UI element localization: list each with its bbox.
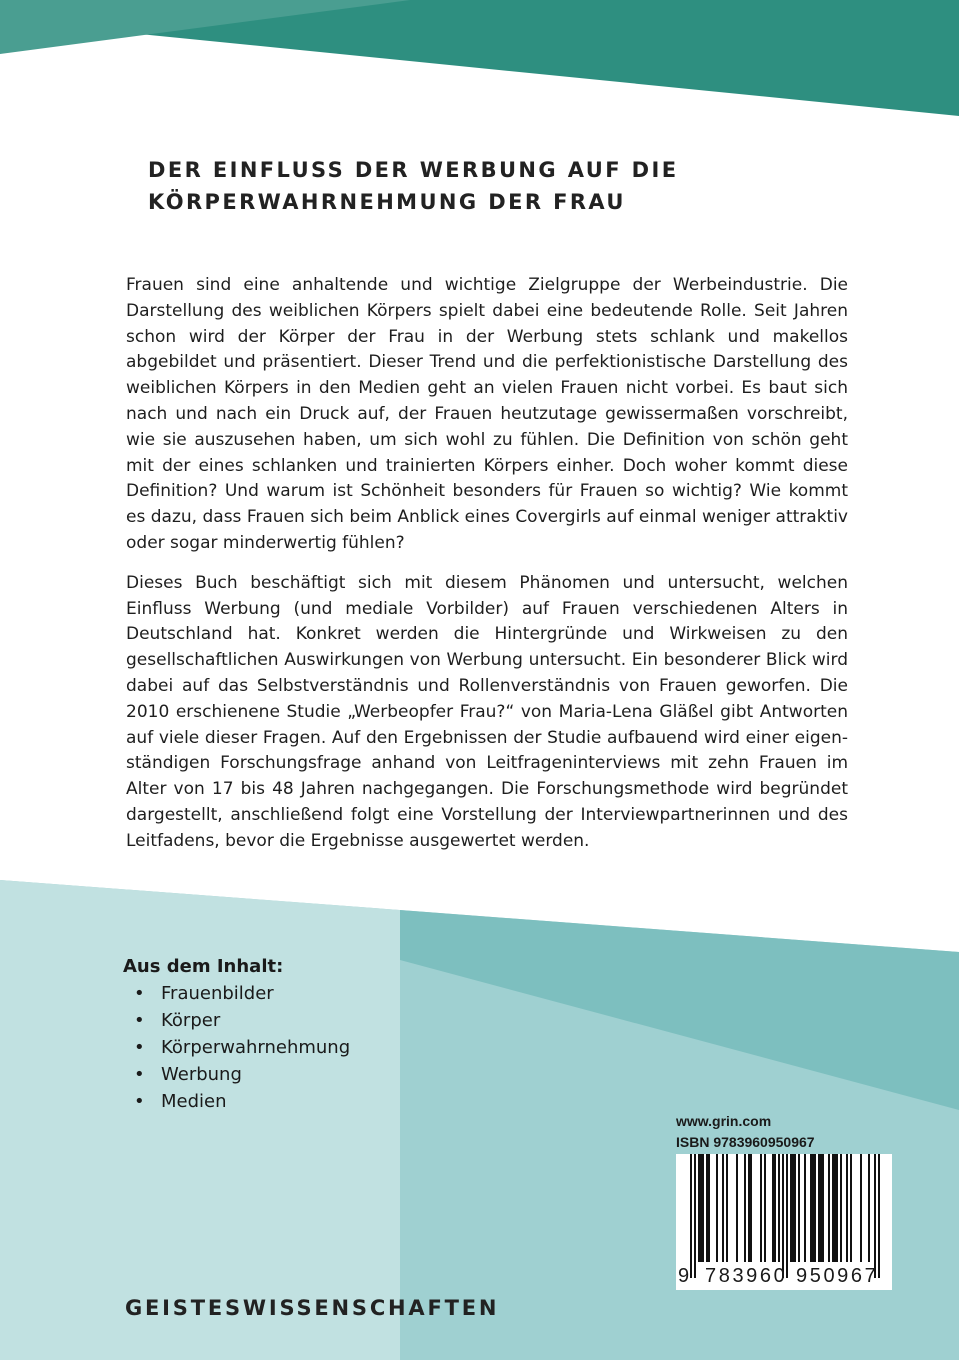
barcode-bar	[850, 1154, 852, 1262]
barcode-bar	[706, 1154, 708, 1262]
barcode-bar	[874, 1154, 876, 1278]
barcode-bar	[860, 1154, 862, 1262]
isbn-barcode	[676, 1154, 892, 1290]
barcode-bar	[792, 1154, 794, 1262]
barcode-bar	[846, 1154, 848, 1262]
barcode-bar	[810, 1154, 812, 1262]
barcode-bar	[700, 1154, 702, 1262]
contents-item	[134, 980, 523, 1007]
contents-items	[123, 980, 523, 1115]
bullet-icon: •	[134, 983, 145, 1004]
contents-item	[134, 1088, 523, 1115]
barcode-bar	[798, 1154, 800, 1262]
barcode-bar	[694, 1154, 696, 1278]
contents-item-label: Körper	[161, 1010, 221, 1031]
barcode-bar	[750, 1154, 752, 1262]
barcode-bar	[878, 1154, 880, 1278]
barcode-bar	[822, 1154, 824, 1262]
bullet-icon: •	[134, 1064, 145, 1085]
barcode-bar	[708, 1154, 710, 1262]
barcode-bar	[760, 1154, 762, 1262]
barcode-bar	[764, 1154, 766, 1262]
contents-item-label: Körperwahrnehmung	[161, 1037, 351, 1058]
contents-item-label: Medien	[161, 1091, 227, 1112]
contents-item-label: Werbung	[161, 1064, 242, 1085]
barcode-bar	[702, 1154, 704, 1262]
barcode-bar	[794, 1154, 796, 1262]
contents-item	[134, 1034, 523, 1061]
barcode-digits-right: 950967	[796, 1265, 879, 1287]
subject-category: GEISTESWISSENSCHAFTEN	[125, 1296, 500, 1320]
barcode-bar	[836, 1154, 838, 1262]
blurb-text	[126, 273, 848, 869]
publisher-url: www.grin.com	[676, 1113, 772, 1129]
barcode-bar	[736, 1154, 738, 1262]
contents-list	[123, 953, 523, 1115]
isbn-label: ISBN 9783960950967	[676, 1134, 815, 1150]
barcode-bar	[832, 1154, 834, 1262]
bullet-icon: •	[134, 1010, 145, 1031]
barcode-bar	[820, 1154, 822, 1262]
barcode-digits	[676, 1262, 892, 1290]
barcode-bar	[774, 1154, 776, 1262]
barcode-bar	[782, 1154, 784, 1278]
barcode-bar	[804, 1154, 806, 1262]
barcode-digit-first: 9	[678, 1265, 690, 1287]
barcode-bar	[818, 1154, 820, 1262]
barcode-digits-left: 783960	[705, 1265, 788, 1287]
barcode-bar	[716, 1154, 718, 1262]
book-title	[148, 154, 848, 218]
barcode-bar	[840, 1154, 842, 1262]
barcode-bar	[698, 1154, 700, 1262]
bullet-icon: •	[134, 1091, 145, 1112]
barcode-bar	[828, 1154, 830, 1262]
barcode-bar	[868, 1154, 870, 1262]
contents-item	[134, 1007, 523, 1034]
barcode-bar	[690, 1154, 692, 1278]
contents-heading: Aus dem Inhalt:	[123, 956, 284, 977]
contents-item-label: Frauenbilder	[161, 983, 274, 1004]
contents-item	[134, 1061, 523, 1088]
barcode-bar	[778, 1154, 780, 1262]
book-title-line-2: KÖRPERWAHRNEHMUNG DER FRAU	[148, 190, 626, 214]
top-teal-banner	[0, 0, 959, 120]
barcode-bar	[772, 1154, 774, 1262]
barcode-bar	[748, 1154, 750, 1262]
barcode-bar	[814, 1154, 816, 1262]
book-title-line-1: DER EINFLUSS DER WERBUNG AUF DIE	[148, 158, 679, 182]
blurb-paragraph-2: Dieses Buch beschäftigt sich mit diesem Phänomen und untersucht, welchen Einfluss Werbung (und mediale Vorbilder) auf Frauen verschiedenen Alters in Deutschland hat. Konkret werden die Hintergründe und Wirkweisen zu den gesellschaftlichen Auswirkungen von Werbung untersucht. Ein besonderer Blick wird dabei auf das Selbstverständnis und Rollenverständnis von Frauen geworfen. Die 2010 erschienene Studie „Werbeopfer Frau?“ von Maria-Lena Gläßel gibt Antworten auf viele dieser Fragen. Auf den Ergebnissen der Studie aufbauend wird einer eigenständigen Forschungsfrage anhand von Leitfrageninterviews mit zehn Frauen im Alter von 17 bis 48 Jahren nachgegangen. Die Forschungsmethode wird begründet dargestellt, anschließend folgt eine Vorstellung der Interviewpartnerinnen und des Leitfadens, bevor die Ergebnisse ausgewertet werden.	[126, 572, 848, 851]
barcode-bar	[790, 1154, 792, 1262]
barcode-bar	[834, 1154, 836, 1262]
bullet-icon: •	[134, 1037, 145, 1058]
barcode-bar	[744, 1154, 746, 1262]
barcode-bar	[726, 1154, 728, 1262]
barcode-bar	[722, 1154, 724, 1262]
bottom-panel-pale-shape	[0, 880, 400, 1360]
blurb-paragraph-1: Frauen sind eine anhaltende und wichtige Zielgruppe der Werbeindustrie. Die Darstellung des weiblichen Körpers spielt dabei eine bedeutende Rolle. Seit Jahren schon wird der Körper der Frau in der Werbung stets schlank und makellos abgebildet und präsentiert. Dieser Trend und die perfektionistische Darstellung des weiblichen Körpers in den Medien geht an vielen Frauen nicht vorbei. Es baut sich nach und nach ein Druck auf, der Frauen heutzutage gewissermaßen vorschreibt, wie sie auszusehen haben, um sich wohl zu fühlen. Die Definition von schön geht mit der eines schlanken und trainierten Körpers einher. Doch woher kommt diese Definition? Und warum ist Schönheit besonders für Frauen so wichtig? Wie kommt es dazu, dass Frauen sich beim Anblick eines Covergirls auf einmal weniger attraktiv oder sogar minderwertig fühlen?	[126, 275, 848, 553]
barcode-bar	[786, 1154, 788, 1278]
barcode-bar	[812, 1154, 814, 1262]
